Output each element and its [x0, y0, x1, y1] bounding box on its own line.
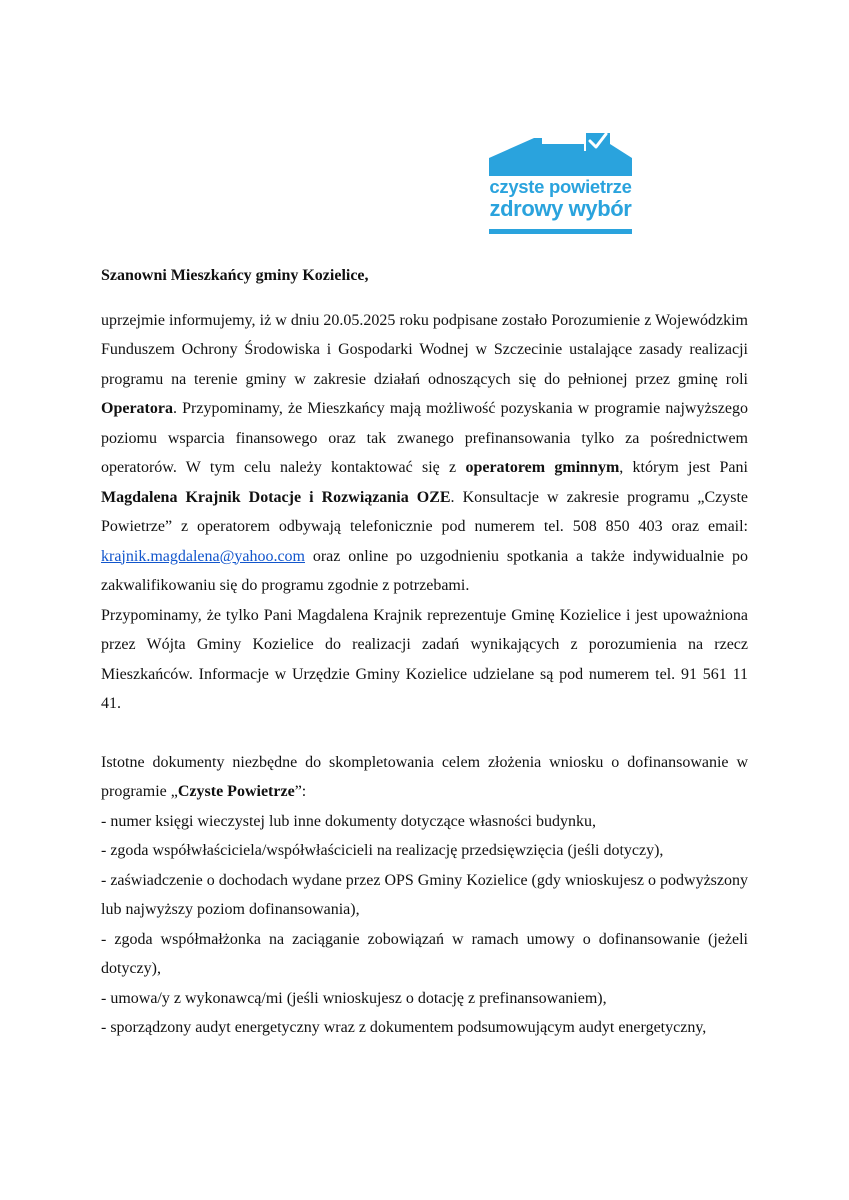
greeting: Szanowni Mieszkańcy gminy Kozielice,: [101, 267, 369, 284]
p1-bold-operator: Operatora: [101, 400, 173, 417]
paragraph-documents-intro: [101, 748, 748, 807]
p1-text-e: , którym jest Pani: [619, 459, 748, 476]
p1-text-c: . Przypominamy, że Mieszkańcy mają możliwość pozyskania w programie najwyższego poziomu wsparcia finansowego oraz tak zwanego prefinansowania tylko za pośrednictwem operatorów. W tym celu należy kontaktować się z: [101, 400, 748, 476]
paragraph-operator-info: [101, 306, 748, 601]
p1-text-a: uprzejmie informujemy, iż w dniu 20.05.2025 roku podpisane zostało Porozumienie z Wojewódzkim Funduszem Ochrony Środowiska i Gospodarki Wodnej w Szczecinie ustalające zasady realizacji programu na terenie gminy w zakresie działań odnoszących się do pełnionej przez gminę roli: [101, 311, 748, 388]
spacer: [101, 719, 748, 748]
p1-text-h: oraz online po uzgodnieniu spotkania a także indywidualnie po zakwalifikowaniu się do programu zgodnie z potrzebami.: [101, 547, 748, 594]
list-item: - zaświadczenie o dochodach wydane przez OPS Gminy Kozielice (gdy wnioskujesz o podwyższony lub najwyższy poziom dofinansowania),: [101, 871, 748, 918]
list-item: - numer księgi wieczystej lub inne dokumenty dotyczące własności budynku,: [101, 812, 596, 830]
house-checkmark-icon: [489, 132, 632, 176]
p3-text-a: Istotne dokumenty niezbędne do skompletowania celem złożenia wniosku o dofinansowanie w programie „: [101, 753, 748, 800]
letter-body: [101, 261, 748, 1043]
p1-text-g: . Konsultacje w zakresie programu „Czyste Powietrze” z operatorem odbywają telefonicznie pod numerem tel. 508 850 403 oraz email:: [101, 488, 749, 535]
list-item: - umowa/y z wykonawcą/mi (jeśli wnioskujesz o dotację z prefinansowaniem),: [101, 989, 607, 1007]
logo-line-1: czyste powietrze: [489, 176, 632, 197]
email-link[interactable]: krajnik.magdalena@yahoo.com: [101, 547, 305, 565]
logo-line-2: zdrowy wybór: [489, 196, 632, 221]
paragraph-representation: Przypominamy, że tylko Pani Magdalena Krajnik reprezentuje Gminę Kozielice i jest upoważniona przez Wójta Gminy Kozielice do realizacji zadań wynikających z porozumienia na rzecz Mieszkańców. Informacje w Urzędzie Gminy Kozielice udzielane są pod numerem tel. 91 561 11 41.: [101, 606, 748, 712]
list-item: - zgoda współmałżonka na zaciąganie zobowiązań w ramach umowy o dofinansowanie (jeżeli dotyczy),: [101, 930, 748, 977]
logo-underline: [489, 229, 632, 234]
p1-bold-operator-gminny: operatorem gminnym: [465, 459, 620, 476]
list-item: - zgoda współwłaściciela/współwłaścicieli na realizację przedsięwzięcia (jeśli dotyczy),: [101, 842, 664, 859]
p3-bold-program: Czyste Powietrze: [177, 783, 295, 800]
p1-bold-operator-name: Magdalena Krajnik Dotacje i Rozwiązania OZE: [101, 488, 451, 506]
czyste-powietrze-logo: [489, 132, 632, 238]
documents-list: [101, 807, 748, 1043]
list-item: - sporządzony audyt energetyczny wraz z dokumentem podsumowującym audyt energetyczny,: [101, 1019, 707, 1036]
p3-text-c: ”:: [294, 783, 307, 800]
